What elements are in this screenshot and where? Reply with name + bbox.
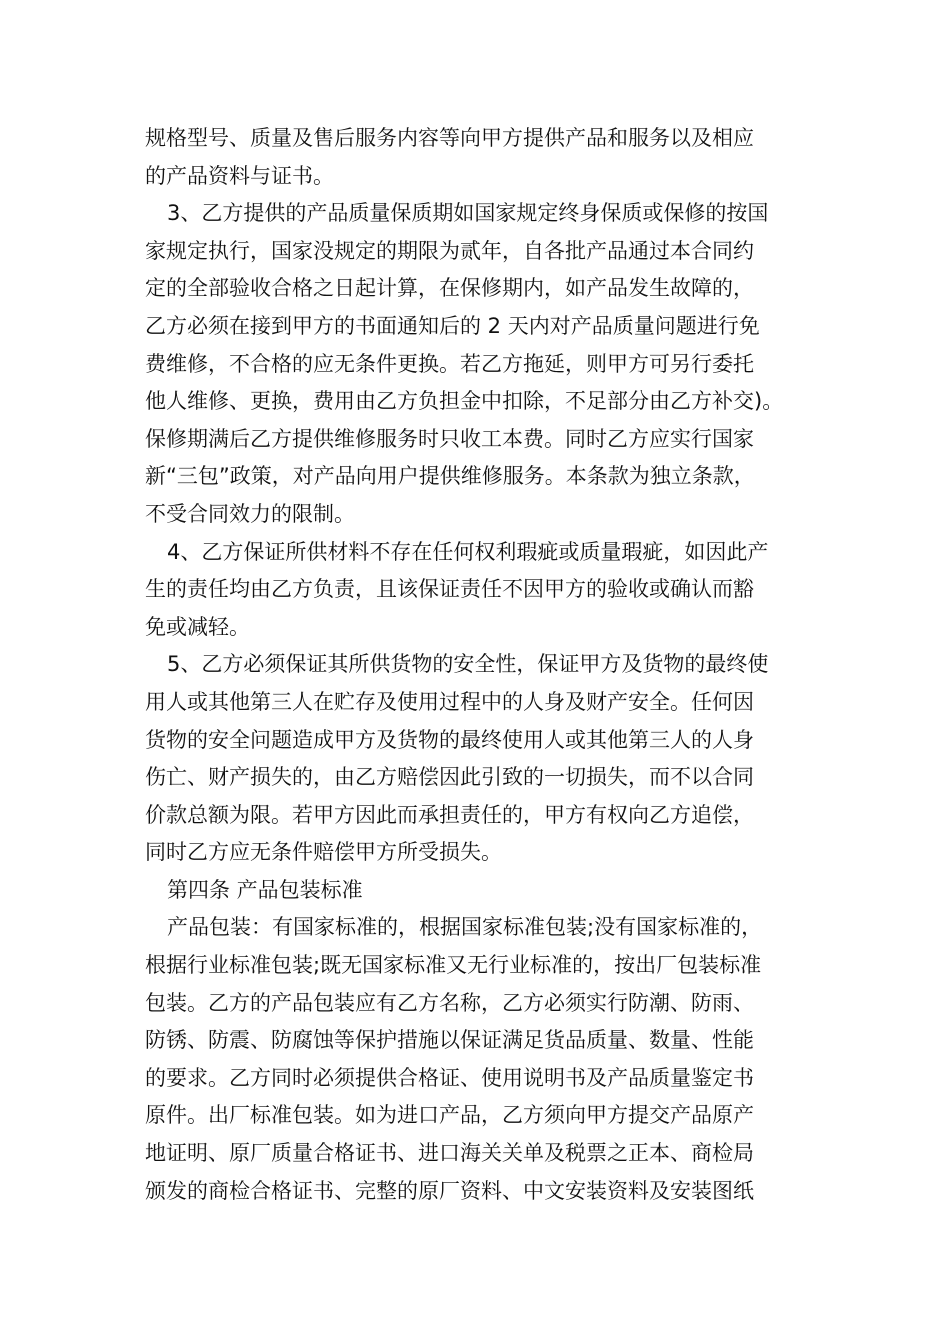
clause-4-start: 4、乙方保证所供材料不存在任何权利瑕疵或质量瑕疵，如因此产 (167, 539, 769, 564)
clause-3-start: 3、乙方提供的产品质量保质期如国家规定终身保质或保修的按国 (167, 201, 769, 226)
text-line: 伤亡、财产损失的，由乙方赔偿因此引致的一切损失，而不以合同 (145, 765, 754, 790)
text-line: 的产品资料与证书。 (145, 163, 334, 188)
text-line: 保修期满后乙方提供维修服务时只收工本费。同时乙方应实行国家 (145, 426, 754, 451)
text-line: 价款总额为限。若甲方因此而承担责任的，甲方有权向乙方追偿， (145, 802, 754, 827)
text-line: 原件。出厂标准包装。如为进口产品，乙方须向甲方提交产品原产 (145, 1103, 754, 1128)
text-line: 同时乙方应无条件赔偿甲方所受损失。 (145, 840, 502, 865)
text-line: 不受合同效力的限制。 (145, 501, 355, 526)
section-heading: 第四条 产品包装标准 (167, 877, 363, 902)
clause-5-start: 5、乙方必须保证其所供货物的安全性，保证甲方及货物的最终使 (167, 652, 769, 677)
text-line: 包装。乙方的产品包装应有乙方名称，乙方必须实行防潮、防雨、 (145, 990, 754, 1015)
text-line: 家规定执行，国家没规定的期限为贰年，自各批产品通过本合同约 (145, 238, 754, 263)
text-line: 乙方必须在接到甲方的书面通知后的 2 天内对产品质量问题进行免 (145, 313, 760, 338)
text-line: 定的全部验收合格之日起计算，在保修期内，如产品发生故障的， (145, 276, 754, 301)
text-line: 他人维修、更换，费用由乙方负担金中扣除，不足部分由乙方补交)。 (145, 389, 784, 414)
text-line: 规格型号、质量及售后服务内容等向甲方提供产品和服务以及相应 (145, 126, 754, 150)
packaging-paragraph-start: 产品包装：有国家标准的，根据国家标准包装;没有国家标准的， (167, 915, 763, 940)
text-line: 货物的安全问题造成甲方及货物的最终使用人或其他第三人的人身 (145, 727, 754, 752)
text-line: 用人或其他第三人在贮存及使用过程中的人身及财产安全。任何因 (145, 689, 754, 714)
document-page (145, 120, 815, 1210)
text-line: 费维修，不合格的应无条件更换。若乙方拖延，则甲方可另行委托 (145, 351, 754, 376)
text-line: 地证明、原厂质量合格证书、进口海关关单及税票之正本、商检局 (145, 1141, 754, 1166)
text-line: 免或减轻。 (145, 614, 250, 639)
text-line: 的要求。乙方同时必须提供合格证、使用说明书及产品质量鉴定书 (145, 1065, 754, 1090)
text-line: 根据行业标准包装;既无国家标准又无行业标准的，按出厂包装标准 (145, 953, 762, 978)
text-line: 生的责任均由乙方负责，且该保证责任不因甲方的验收或确认而豁 (145, 577, 754, 602)
text-line: 新“三包”政策，对产品向用户提供维修服务。本条款为独立条款， (145, 464, 755, 489)
text-line: 颁发的商检合格证书、完整的原厂资料、中文安装资料及安装图纸 (145, 1178, 754, 1203)
text-line: 防锈、防震、防腐蚀等保护措施以保证满足货品质量、数量、性能 (145, 1028, 754, 1053)
